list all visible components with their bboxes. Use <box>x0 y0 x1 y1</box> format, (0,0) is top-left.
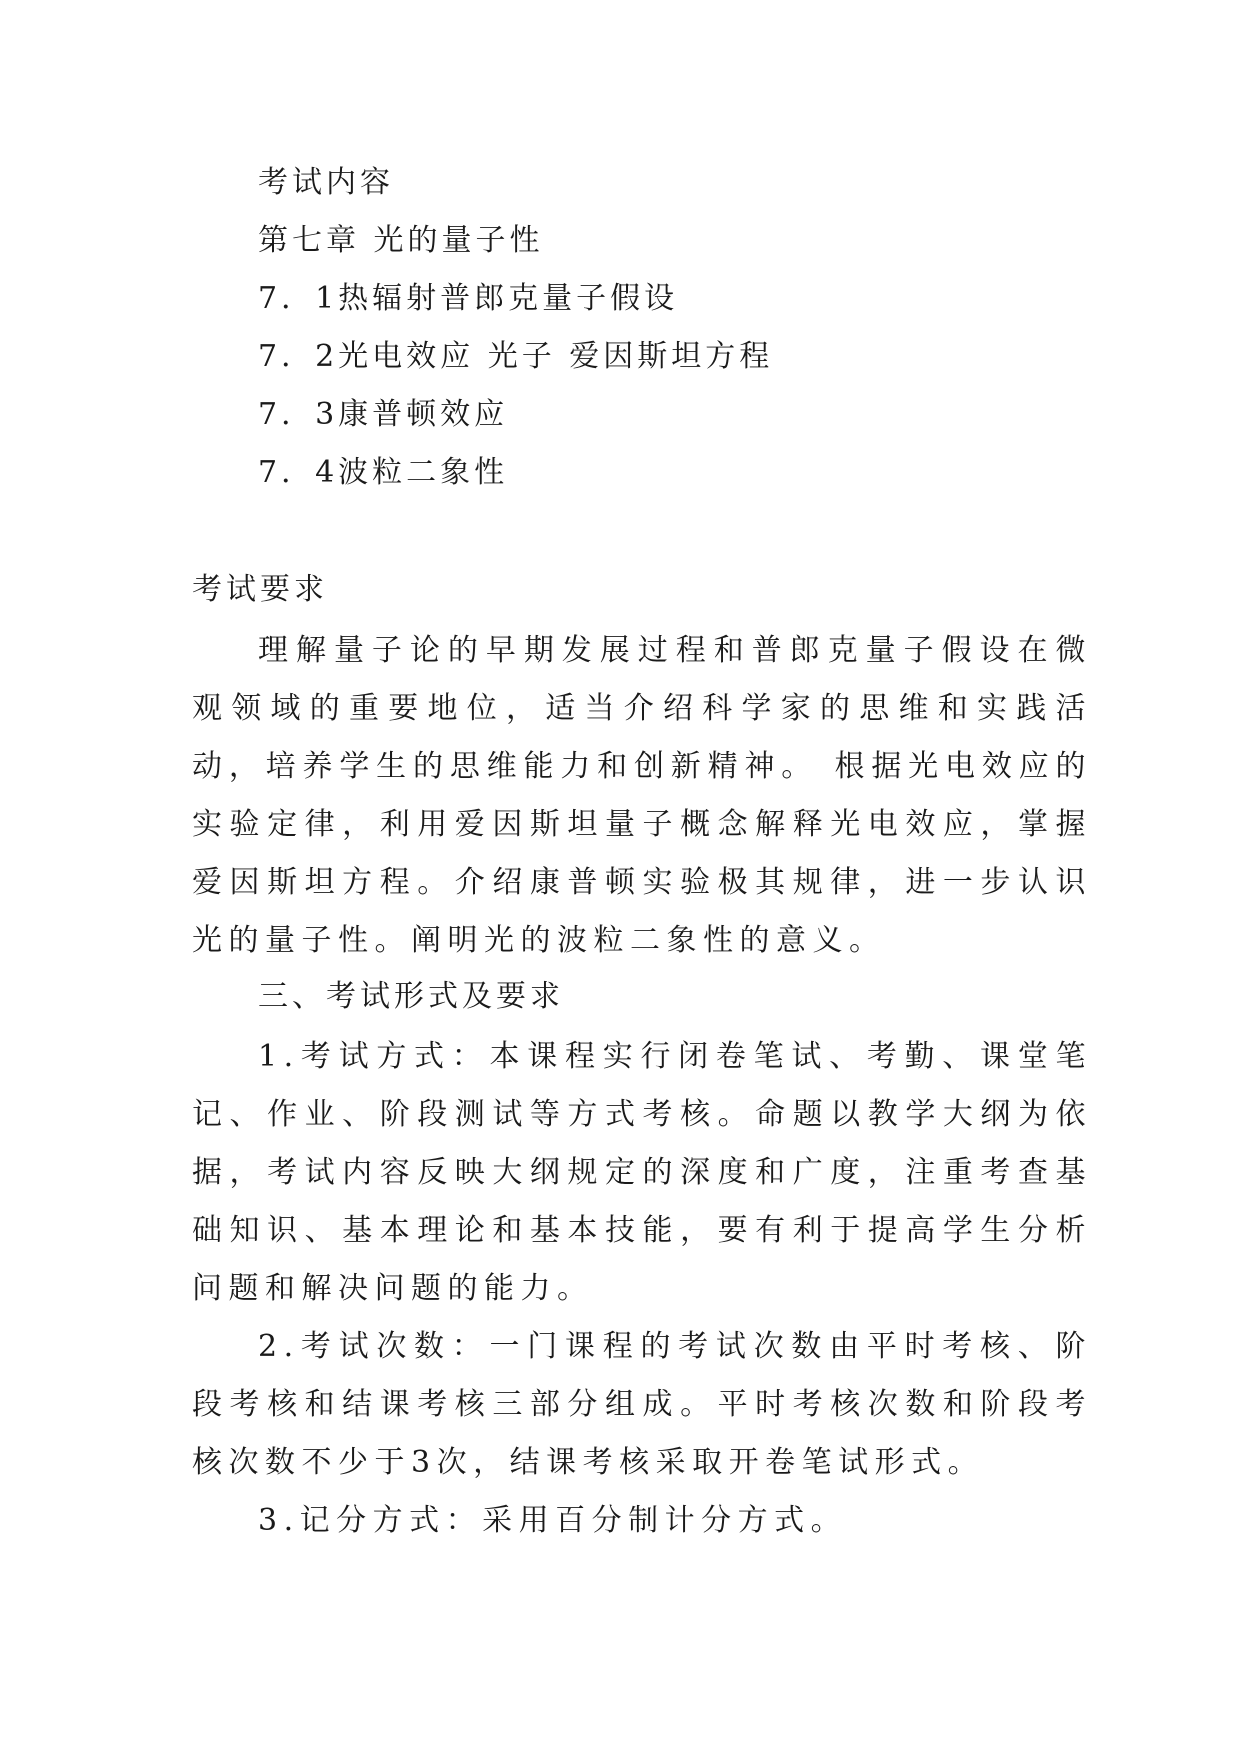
exam-method-paragraph: 1.考试方式：本课程实行闭卷笔试、考勤、课堂笔记、作业、阶段测试等方式考核。命题以教学大纲为依据，考试内容反映大纲规定的深度和广度，注重考查基础知识、基本理论和基本技能，要有利于提高学生分析问题和解决问题的能力。 <box>192 1039 1092 1306</box>
list-item: 7．1热辐射普郎克量子假设 <box>258 281 679 316</box>
chapter-title: 第七章 光的量子性 <box>258 223 544 258</box>
exam-count-paragraph: 2.考试次数：一门课程的考试次数由平时考核、阶段考核和结课考核三部分组成。平时考核次数和阶段考核次数不少于3次，结课考核采取开卷笔试形式。 <box>192 1329 1092 1480</box>
requirements-paragraph: 理解量子论的早期发展过程和普郎克量子假设在微观领域的重要地位，适当介绍科学家的思维和实践活动，培养学生的思维能力和创新精神。 根据光电效应的实验定律，利用爱因斯坦量子概念解释光电效应，掌握爱因斯坦方程。介绍康普顿实验极其规律，进一步认识光的量子性。阐明光的波粒二象性的意义。 <box>192 633 1092 958</box>
list-item: 7．3康普顿效应 <box>258 397 509 432</box>
exam-requirements-heading: 考试要求 <box>192 572 328 607</box>
list-item: 7．2光电效应 光子 爱因斯坦方程 <box>258 339 774 374</box>
section-heading: 三、考试形式及要求 <box>258 979 564 1014</box>
exam-content-heading: 考试内容 <box>258 165 394 200</box>
scoring-method-paragraph: 3.记分方式：采用百分制计分方式。 <box>258 1503 848 1538</box>
list-item: 7．4波粒二象性 <box>258 455 509 490</box>
